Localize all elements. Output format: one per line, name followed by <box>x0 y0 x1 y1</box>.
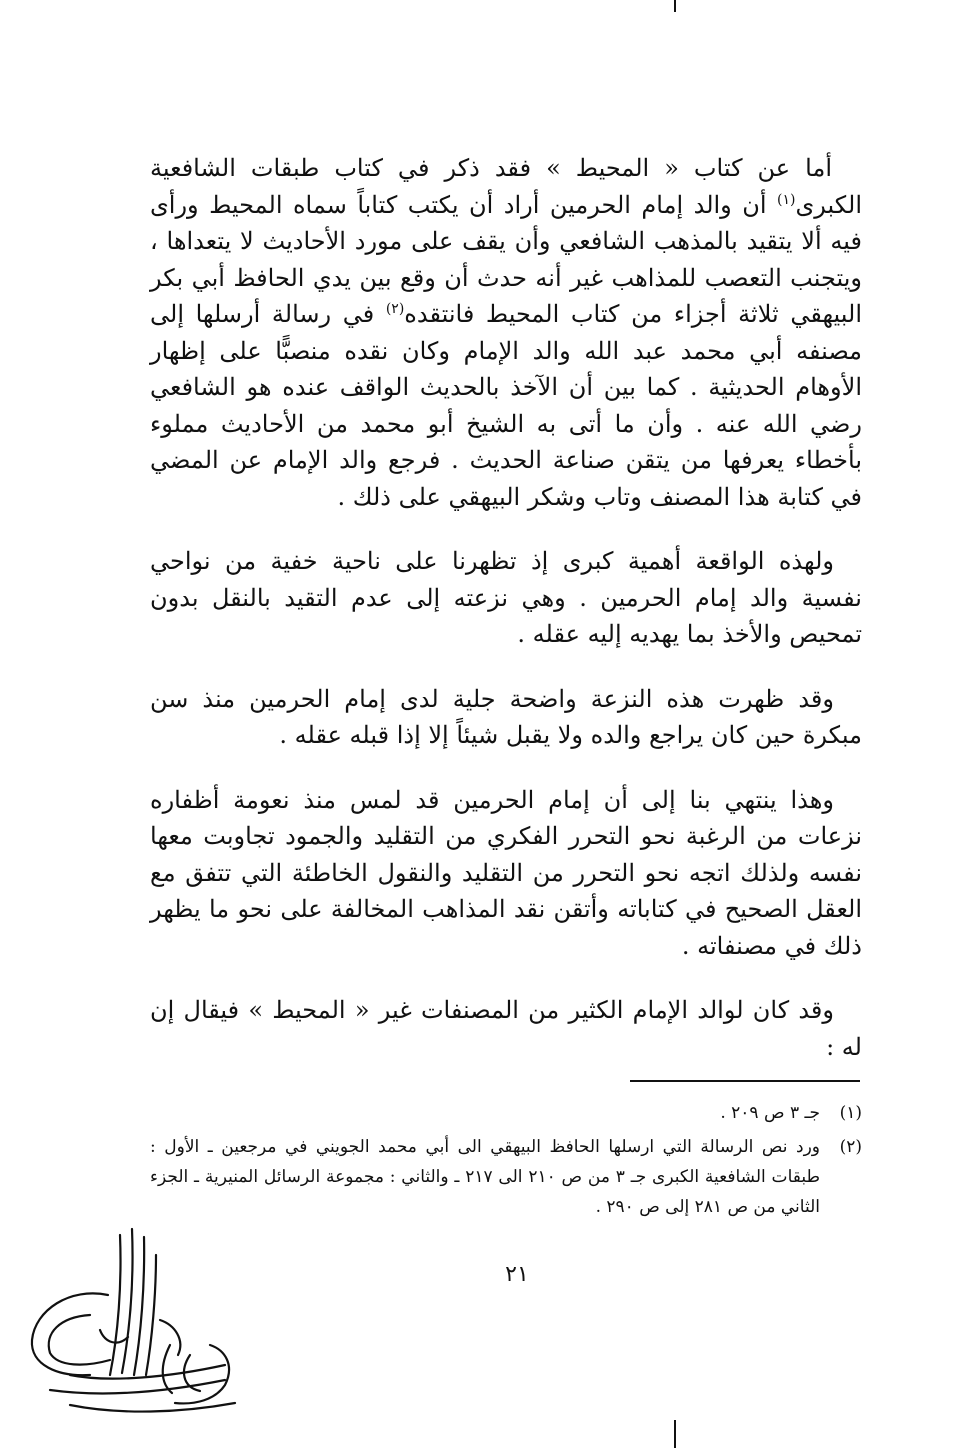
paragraph-1-part-2: أن والد إمام الحرمين أراد أن يكتب كتاباً سماه المحيط ورأى فيه ألا يتقيد بالمذهب الشافعي وأن يقف على مورد الأحاديث لا يتعداها ، ويتجنب التعصب للمذاهب غير أنه حدث أن وقع بين يدي الحافظ أبي بكر البيهقي ثلاثة أجزاء من كتاب المحيط فانتقده <box>150 190 862 328</box>
footnote-2-text: ورد نص الرسالة التي ارسلها الحافظ البيهقي الى أبي محمد الجويني في مرجعين ـ الأول : طبقات الشافعية الكبرى جـ ٣ من ص ٢١٠ الى ٢١٧ ـ والثاني : مجموعة الرسائل المنيرية ـ الجزء الثاني من ص ٢٨١ إلى ص ٢٩٠ . <box>150 1137 821 1217</box>
paragraph-2: ولهذه الواقعة أهمية كبرى إذ تظهرنا على ناحية خفية من نواحي نفسية والد إمام الحرمين . وهي نزعته إلى عدم التقيد بالنقل بدون تمحيص والأخذ بما يهديه إليه عقله . <box>150 547 862 648</box>
footnote-1 <box>150 1098 862 1128</box>
footnote-1-marker: (١) <box>839 1103 862 1123</box>
top-crop-mark <box>674 0 676 12</box>
calligraphic-signature <box>10 1225 260 1435</box>
footnote-divider <box>630 1080 860 1082</box>
footnote-ref-2[interactable]: (٢) <box>385 301 405 317</box>
footnotes <box>150 1098 862 1226</box>
paragraph-4: وهذا ينتهي بنا إلى أن إمام الحرمين قد لمس منذ نعومة أظفاره نزعات من الرغبة نحو التحرر الفكري من التقليد والجمود تجاوبت معها نفسه ولذلك اتجه نحو التحرر من التقليد والنقول الخاطئة التي تتفق مع العقل الصحيح في كتاباته وأتقن نقد المذاهب المخالفة على نحو ما يظهر ذلك في مصنفاته . <box>150 785 862 960</box>
bottom-crop-mark <box>674 1420 676 1448</box>
footnote-2-marker: (٢) <box>839 1137 862 1157</box>
footnote-2 <box>150 1132 862 1222</box>
paragraph-5: وقد كان لوالد الإمام الكثير من المصنفات غير « المحيط » فيقال إن له : <box>150 996 862 1061</box>
paragraph-1-part-3: في رسالة أرسلها إلى مصنفه أبي محمد عبد الله والد الإمام وكان نقده منصبًّا على إظهار الأوهام الحديثية . كما بين أن الآخذ بالحديث الواقف عنده هو الشافعي رضي الله عنه . وأن ما أتى به الشيخ أبو محمد من الأحاديث مملوء بأخطاء يعرفها من يتقن صناعة الحديث . فرجع والد الإمام عن المضي في كتابة هذا المصنف وتاب وشكر البيهقي على ذلك . <box>150 300 863 511</box>
paragraph-1 <box>150 150 862 515</box>
main-text <box>150 150 862 1093</box>
paragraph-3: وقد ظهرت هذه النزعة واضحة جلية لدى إمام الحرمين منذ سن مبكرة حين كان يراجع والده ولا يقبل شيئاً إلا إذا قبله عقله . <box>150 684 862 749</box>
footnote-1-text: جـ ٣ ص ٢٠٩ . <box>720 1103 820 1123</box>
page-number: ٢١ <box>505 1262 529 1287</box>
paragraph-1-part-1: أما عن كتاب « المحيط » فقد ذكر في كتاب طبقات الشافعية الكبرى <box>150 154 862 219</box>
footnote-ref-1[interactable]: (١) <box>777 191 796 208</box>
